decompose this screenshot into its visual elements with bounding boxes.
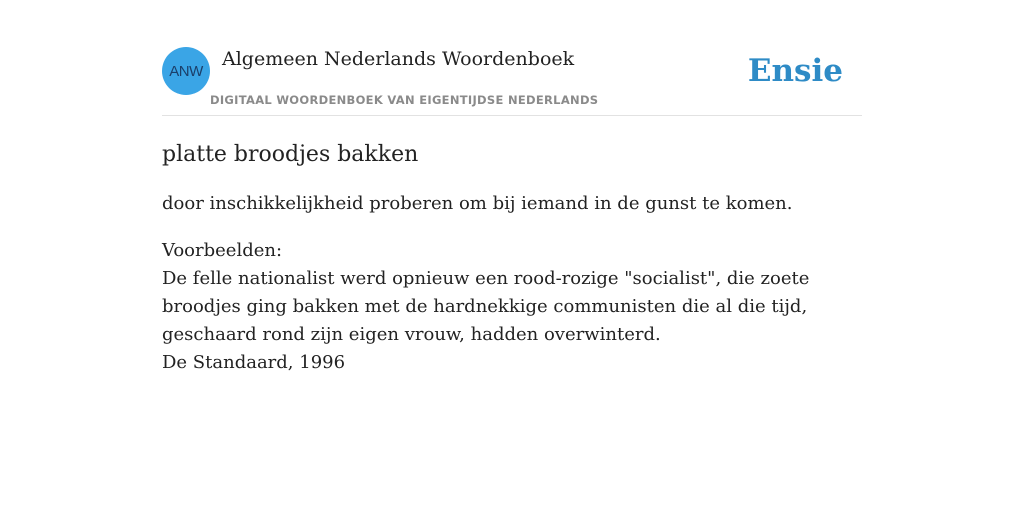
- site-header: [162, 47, 862, 116]
- page-container: [162, 0, 862, 377]
- anw-logo-text: ANW: [169, 62, 203, 80]
- anw-logo[interactable]: [162, 47, 210, 95]
- entry-definition: door inschikkelijkheid proberen om bij iemand in de gunst te komen.: [162, 193, 793, 214]
- example-text: De felle nationalist werd opnieuw een rood-rozige "socialist", die zoete broodjes ging bakken met de hardnekkige communisten die al die tijd, geschaard rond zijn eigen vrouw, hadden overwinterd.: [162, 268, 810, 345]
- example-source: De Standaard, 1996: [162, 352, 346, 373]
- examples-label: Voorbeelden:: [162, 240, 283, 261]
- site-subtitle: DIGITAAL WOORDENBOEK VAN EIGENTIJDSE NEDERLANDS: [210, 93, 599, 107]
- entry-term: platte broodjes bakken: [162, 142, 419, 167]
- examples-section: [162, 237, 862, 377]
- site-title[interactable]: Algemeen Nederlands Woordenboek: [222, 48, 575, 70]
- ensie-brand-link[interactable]: Ensie: [747, 53, 843, 89]
